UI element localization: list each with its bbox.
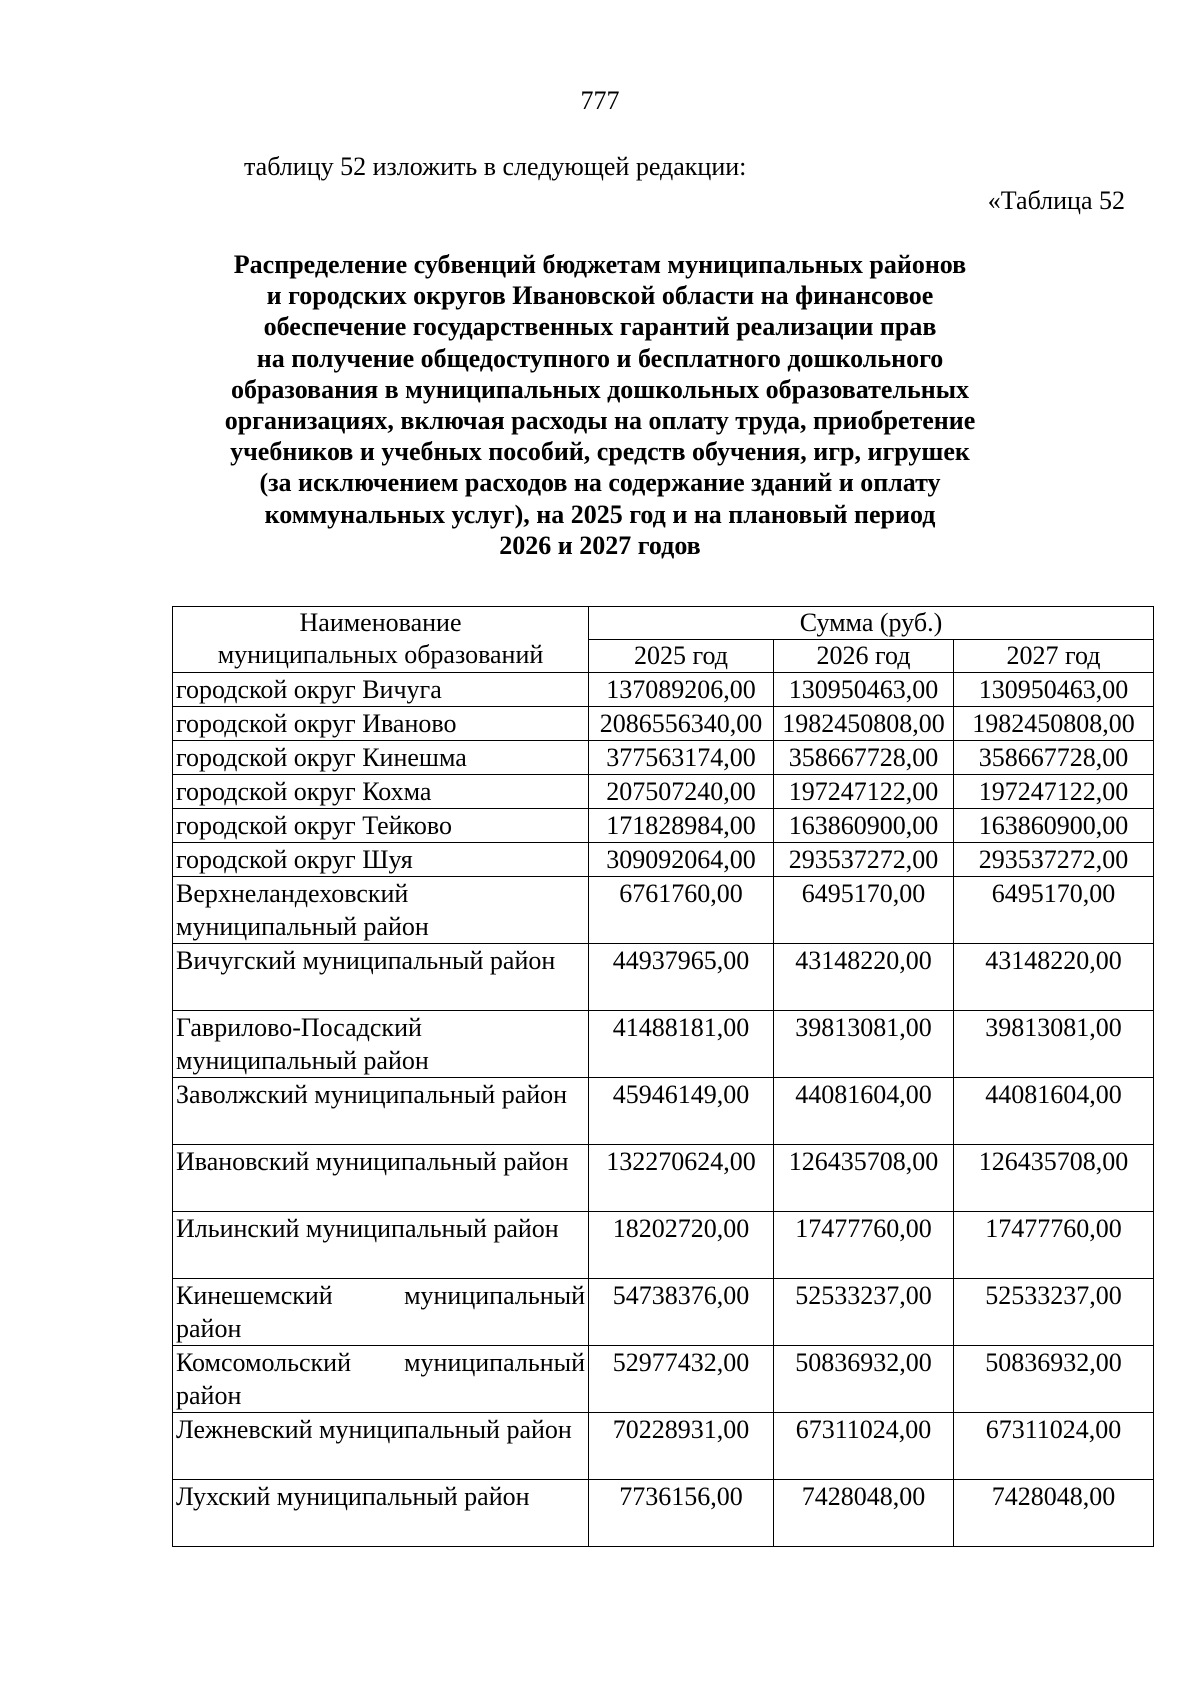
row-name: Лежневский муниципальный район xyxy=(173,1413,589,1480)
row-value-2026: 7428048,00 xyxy=(774,1480,954,1547)
row-name: городской округ Иваново xyxy=(173,707,589,741)
table-row xyxy=(173,1011,1154,1078)
row-name: городской округ Шуя xyxy=(173,843,589,877)
row-value-2027: 163860900,00 xyxy=(954,809,1154,843)
row-name: Гаврилово-Посадский муниципальный район xyxy=(173,1011,589,1078)
title-line: организациях, включая расходы на оплату труда, приобретение xyxy=(224,406,976,436)
page-number: 777 xyxy=(580,86,620,115)
row-value-2025: 45946149,00 xyxy=(589,1078,774,1145)
header-name xyxy=(173,607,589,673)
row-value-2027: 67311024,00 xyxy=(954,1413,1154,1480)
row-value-2025: 2086556340,00 xyxy=(589,707,774,741)
title-line: образования в муниципальных дошкольных образовательных xyxy=(230,374,970,404)
row-value-2027: 52533237,00 xyxy=(954,1279,1154,1346)
title-line: (за исключением расходов на содержание зданий и оплату xyxy=(259,468,941,498)
row-name: Заволжский муниципальный район xyxy=(173,1078,589,1145)
row-name: городской округ Вичуга xyxy=(173,673,589,707)
row-value-2026: 293537272,00 xyxy=(774,843,954,877)
row-value-2026: 6495170,00 xyxy=(774,877,954,944)
row-value-2027: 130950463,00 xyxy=(954,673,1154,707)
header-year-2026: 2026 год xyxy=(774,640,954,673)
row-value-2025: 41488181,00 xyxy=(589,1011,774,1078)
row-value-2025: 52977432,00 xyxy=(589,1346,774,1413)
row-value-2027: 197247122,00 xyxy=(954,775,1154,809)
title-line: и городских округов Ивановской области на финансовое xyxy=(266,281,934,311)
intro-text: таблицу 52 изложить в следующей редакции: xyxy=(244,152,747,181)
row-value-2027: 50836932,00 xyxy=(954,1346,1154,1413)
row-value-2026: 163860900,00 xyxy=(774,809,954,843)
table-body xyxy=(173,673,1154,1547)
row-value-2025: 132270624,00 xyxy=(589,1145,774,1212)
row-value-2026: 50836932,00 xyxy=(774,1346,954,1413)
row-value-2025: 44937965,00 xyxy=(589,944,774,1011)
table-row xyxy=(173,1145,1154,1212)
row-name: Ивановский муниципальный район xyxy=(173,1145,589,1212)
row-value-2027: 7428048,00 xyxy=(954,1480,1154,1547)
header-sum: Сумма (руб.) xyxy=(589,607,1154,640)
table-row xyxy=(173,944,1154,1011)
row-value-2026: 43148220,00 xyxy=(774,944,954,1011)
table-row xyxy=(173,877,1154,944)
row-value-2026: 67311024,00 xyxy=(774,1413,954,1480)
row-value-2027: 6495170,00 xyxy=(954,877,1154,944)
row-value-2026: 1982450808,00 xyxy=(774,707,954,741)
row-value-2025: 70228931,00 xyxy=(589,1413,774,1480)
table-row xyxy=(173,707,1154,741)
row-name: городской округ Кинешма xyxy=(173,741,589,775)
row-value-2026: 52533237,00 xyxy=(774,1279,954,1346)
row-value-2027: 39813081,00 xyxy=(954,1011,1154,1078)
title-line: учебников и учебных пособий, средств обучения, игр, игрушек xyxy=(230,437,970,467)
table-row xyxy=(173,843,1154,877)
row-value-2025: 309092064,00 xyxy=(589,843,774,877)
row-value-2026: 44081604,00 xyxy=(774,1078,954,1145)
header-name-line2: муниципальных образований xyxy=(217,640,544,669)
row-value-2026: 197247122,00 xyxy=(774,775,954,809)
title-line: Распределение субвенций бюджетам муниципальных районов xyxy=(233,250,967,279)
table-row xyxy=(173,1279,1154,1346)
row-name: Комсомольский муниципальный район xyxy=(173,1346,589,1413)
header-year-2025: 2025 год xyxy=(589,640,774,673)
row-value-2027: 126435708,00 xyxy=(954,1145,1154,1212)
row-value-2027: 43148220,00 xyxy=(954,944,1154,1011)
row-value-2025: 6761760,00 xyxy=(589,877,774,944)
row-value-2026: 17477760,00 xyxy=(774,1212,954,1279)
table-row xyxy=(173,741,1154,775)
row-value-2026: 126435708,00 xyxy=(774,1145,954,1212)
title-line: обеспечение государственных гарантий реализации прав xyxy=(263,312,937,342)
title-line: коммунальных услуг), на 2025 год и на плановый период xyxy=(264,499,936,529)
table-row xyxy=(173,1212,1154,1279)
row-name: городской округ Тейково xyxy=(173,809,589,843)
table-row xyxy=(173,809,1154,843)
row-value-2025: 18202720,00 xyxy=(589,1212,774,1279)
subvention-table xyxy=(172,606,1154,1547)
table-row xyxy=(173,673,1154,707)
title-line: 2026 и 2027 годов xyxy=(499,530,701,560)
table-row xyxy=(173,1413,1154,1480)
header-name-line1: Наименование xyxy=(299,608,462,637)
row-value-2025: 171828984,00 xyxy=(589,809,774,843)
row-name: Ильинский муниципальный район xyxy=(173,1212,589,1279)
row-value-2027: 1982450808,00 xyxy=(954,707,1154,741)
row-value-2026: 358667728,00 xyxy=(774,741,954,775)
row-value-2025: 377563174,00 xyxy=(589,741,774,775)
row-name: городской округ Кохма xyxy=(173,775,589,809)
row-value-2027: 293537272,00 xyxy=(954,843,1154,877)
row-name: Лухский муниципальный район xyxy=(173,1480,589,1547)
table-row xyxy=(173,1346,1154,1413)
row-name: Вичугский муниципальный район xyxy=(173,944,589,1011)
row-value-2025: 137089206,00 xyxy=(589,673,774,707)
row-value-2027: 358667728,00 xyxy=(954,741,1154,775)
row-value-2025: 54738376,00 xyxy=(589,1279,774,1346)
row-value-2025: 207507240,00 xyxy=(589,775,774,809)
row-value-2026: 39813081,00 xyxy=(774,1011,954,1078)
row-value-2025: 7736156,00 xyxy=(589,1480,774,1547)
table-row xyxy=(173,1078,1154,1145)
row-name: Верхнеландеховский муниципальный район xyxy=(173,877,589,944)
row-value-2027: 44081604,00 xyxy=(954,1078,1154,1145)
title-line: на получение общедоступного и бесплатного дошкольного xyxy=(256,343,944,373)
document-title xyxy=(175,249,1025,561)
table-label: «Таблица 52 xyxy=(987,186,1125,215)
row-value-2027: 17477760,00 xyxy=(954,1212,1154,1279)
table-row xyxy=(173,1480,1154,1547)
table-row xyxy=(173,775,1154,809)
header-year-2027: 2027 год xyxy=(954,640,1154,673)
row-name: Кинешемский муниципальный район xyxy=(173,1279,589,1346)
row-value-2026: 130950463,00 xyxy=(774,673,954,707)
